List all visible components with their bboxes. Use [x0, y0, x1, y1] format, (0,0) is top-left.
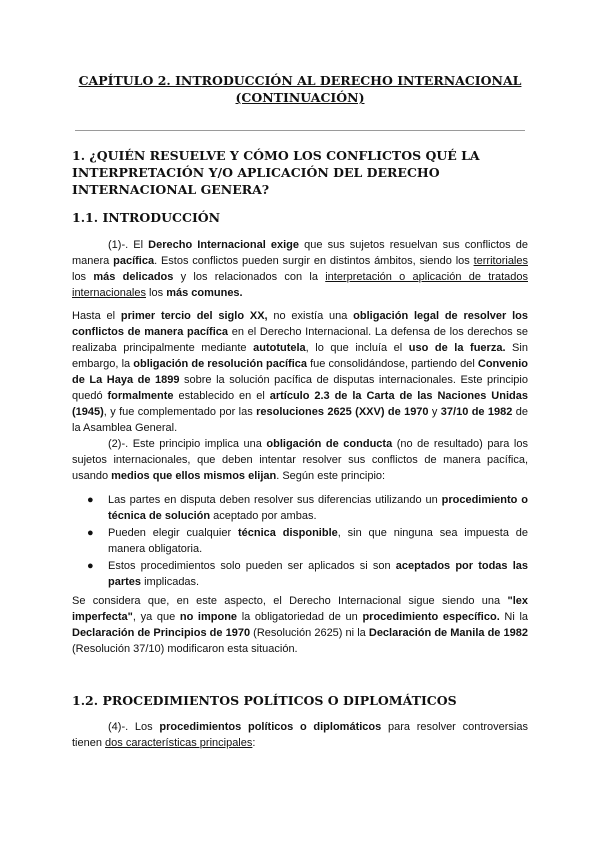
chapter-title [72, 72, 528, 106]
section-1-1-heading: 1.1. INTRODUCCIÓN [72, 210, 221, 225]
list-item: ● Pueden elegir cualquier técnica disponible, sin que ninguna sea impuesta de manera obligatoria. [87, 527, 529, 555]
chapter-title-line1: CAPÍTULO 2. INTRODUCCIÓN AL DERECHO INTERNACIONAL [78, 73, 522, 88]
bullet-icon: ● [87, 560, 94, 572]
paragraph-1: (1)-. El Derecho Internacional exige que sus sujetos resuelvan sus conflictos de manera pacífica. Estos conflictos pueden surgir en distintos ámbitos, siendo los territoriales los más delicados y los relacionados con la interpretación o aplicación de tratados internacionales los más comunes. [72, 239, 528, 299]
section-1-heading: 1. ¿QUIÉN RESUELVE Y CÓMO LOS CONFLICTOS QUÉ LA INTERPRETACIÓN Y/O APLICACIÓN DEL DERECHO INTERNACIONAL GENERA? [72, 148, 480, 197]
list-item: ● Las partes en disputa deben resolver sus diferencias utilizando un procedimiento o técnica de solución aceptado por ambas. [87, 494, 529, 522]
bullet-icon: ● [87, 494, 94, 506]
paragraph-5: (4)-. Los procedimientos políticos o diplomáticos para resolver controversias tienen dos características principales: [72, 721, 528, 749]
principle-list [72, 492, 528, 591]
bullet-icon: ● [87, 527, 94, 539]
chapter-title-line2: (CONTINUACIÓN) [235, 90, 365, 105]
section-1-2-heading: 1.2. PROCEDIMIENTOS POLÍTICOS O DIPLOMÁTICOS [72, 693, 457, 708]
paragraph-3: (2)-. Este principio implica una obligación de conducta (no de resultado) para los sujetos internacionales, que deben intentar resolver sus conflictos de manera pacífica, usando medios que ellos mismos elijan. Según este principio: [72, 438, 528, 482]
list-item: ● Estos procedimientos solo pueden ser aplicados si son aceptados por todas las partes implicadas. [87, 560, 528, 588]
paragraph-4: Se considera que, en este aspecto, el Derecho Internacional sigue siendo una "lex imperfecta", ya que no impone la obligatoriedad de un procedimiento específico. Ni la Declaración de Principios de 1970 (Resolución 2625) ni la Declaración de Manila de 1982 (Resolución 37/10) modificaron esta situación. [72, 595, 528, 655]
paragraph-2: Hasta el primer tercio del siglo XX, no existía una obligación legal de resolver los conflictos de manera pacífica en el Derecho Internacional. La defensa de los derechos se realizaba principalmente mediante autotutela, lo que incluía el uso de la fuerza. Sin embargo, la obligación de resolución pacífica fue consolidándose, partiendo del Convenio de La Haya de 1899 sobre la solución pacífica de disputas internacionales. Este principio quedó formalmente establecido en el artículo 2.3 de la Carta de las Naciones Unidas (1945), y fue complementado por las resoluciones 2625 (XXV) de 1970 y 37/10 de 1982 de la Asamblea General. [72, 310, 528, 434]
horizontal-divider [75, 130, 525, 131]
